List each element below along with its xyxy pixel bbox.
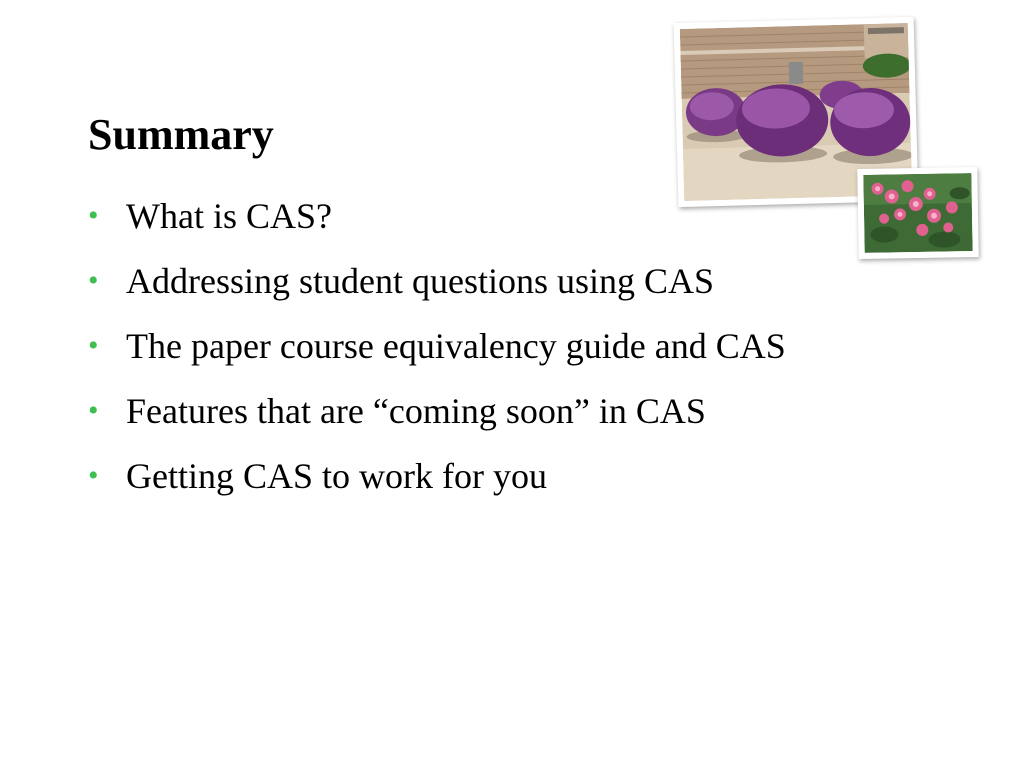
bullet-item [86,255,886,307]
bullet-text: Addressing student questions using CAS [126,261,715,301]
bullet-icon: • [88,264,99,297]
bullet-icon: • [88,199,99,232]
bullet-text: What is CAS? [126,196,332,236]
bullet-text: The paper course equivalency guide and CAS [126,326,786,366]
bullet-item [86,385,886,437]
bullet-text: Getting CAS to work for you [126,456,547,496]
bullet-icon: • [88,459,99,492]
bullet-item [86,320,886,372]
bullet-icon: • [88,329,99,362]
bullet-list [86,190,886,515]
flowers-image [863,173,972,253]
bullet-text: Features that are “coming soon” in CAS [126,391,706,431]
flowers-photo [857,167,979,259]
bullet-item [86,450,886,502]
bullet-icon: • [88,394,99,427]
slide-title: Summary [88,110,274,159]
